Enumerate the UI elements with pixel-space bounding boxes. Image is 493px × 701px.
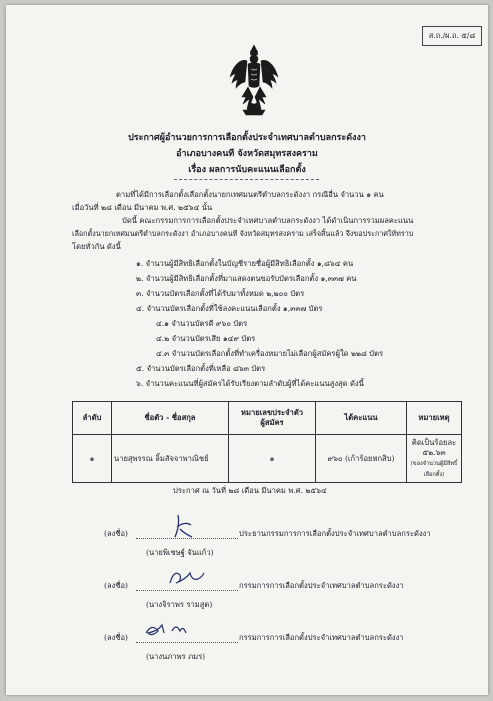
list-item-4: ๔. จำนวนบัตรเลือกตั้งที่ใช้ลงคะแนนเลือกตั้ง ๑,๓๓๗ บัตร <box>136 304 323 313</box>
col-order-header: ลำดับ <box>73 402 112 435</box>
signature-1-role: ประธานกรรมการการเลือกตั้งประจำเทศบาลตำบลกระดังงา <box>239 529 431 538</box>
signature-2-handwriting <box>164 565 206 591</box>
col-number-header <box>229 402 316 435</box>
document-page <box>6 5 488 695</box>
signature-2-line <box>136 590 238 591</box>
announcement-date: ประกาศ ณ วันที่ ๒๘ เดือน มีนาคม พ.ศ. ๒๕๖๔ <box>173 486 327 495</box>
col-note-header: หมายเหตุ <box>407 402 462 435</box>
header-title-line1: ประกาศผู้อำนวยการการเลือกตั้งประจำเทศบาลตำบลกระดังงา <box>128 133 366 143</box>
para1-line1: ตามที่ได้มีการเลือกตั้งเลือกตั้งนายกเทศมนตรีตำบลกระดังงา กรณีอื่น จำนวน ๑ คน <box>116 190 384 199</box>
list-item-2: ๒. จำนวนผู้มีสิทธิเลือกตั้งที่มาแสดงตนขอรับบัตรเลือกตั้ง ๑,๓๓๗ คน <box>136 274 357 283</box>
col-name-header: ชื่อตัว - ชื่อสกุล <box>112 402 229 435</box>
col-number-header-line2: ผู้สมัคร <box>260 418 284 427</box>
signature-2-name: (นางจิราพร รามสูต) <box>146 600 213 609</box>
signature-2-role: กรรมการการเลือกตั้งประจำเทศบาลตำบลกระดังงา <box>239 581 404 590</box>
list-item-5: ๕. จำนวนบัตรเลือกตั้งที่เหลือ ๘๖๓ บัตร <box>136 364 266 373</box>
signature-3-role: กรรมการการเลือกตั้งประจำเทศบาลตำบลกระดังงา <box>239 633 404 642</box>
signature-3-line <box>136 642 238 643</box>
results-table <box>72 401 462 483</box>
header-subject: เรื่อง ผลการนับคะแนนเลือกตั้ง <box>188 165 306 175</box>
table-header-row <box>73 402 462 435</box>
cell-note <box>407 435 462 483</box>
para2-line2: เลือกตั้งนายกเทศมนตรีตำบลกระดังงา อำเภอบางคนที จังหวัดสมุทรสงคราม เสร็จสิ้นแล้ว จึงขอประกาศให้ทราบ <box>72 229 414 238</box>
note-percent-value: ๕๒.๖๓ <box>422 447 446 457</box>
col-score-header: ได้คะแนน <box>316 402 407 435</box>
header-divider <box>174 179 319 180</box>
cell-order: ๑ <box>73 435 112 483</box>
list-item-3: ๓. จำนวนบัตรเลือกตั้งที่ได้รับมาทั้งหมด ๒,๒๐๐ บัตร <box>136 289 305 298</box>
header-title-line2: อำเภอบางคนที จังหวัดสมุทรสงคราม <box>176 149 318 159</box>
note-percent-label: คิดเป็นร้อยละ <box>411 437 457 447</box>
table-row <box>73 435 462 483</box>
signature-1-line <box>136 538 238 539</box>
list-item-4-3: ๔.๓ จำนวนบัตรเลือกตั้งที่ทำเครื่องหมายไม่เลือกผู้สมัครผู้ใด ๒๒๘ บัตร <box>156 349 384 358</box>
list-item-4-1: ๔.๑ จำนวนบัตรดี ๙๖๐ บัตร <box>156 319 248 328</box>
cell-number: ๑ <box>229 435 316 483</box>
signature-1-name: (นายพิเชษฐ์ จันแก้ว) <box>146 548 214 557</box>
list-item-4-2: ๔.๒ จำนวนบัตรเสีย ๑๔๙ บัตร <box>156 334 256 343</box>
para2-line1: บัดนี้ คณะกรรมการการเลือกตั้งประจำเทศบาลตำบลกระดังงา ได้ดำเนินการรวมผลคะแนน <box>122 216 414 225</box>
list-item-6: ๖. จำนวนคะแนนที่ผู้สมัครได้รับเรียงตามลำดับผู้ที่ได้คะแนนสูงสุด ดังนี้ <box>136 379 364 388</box>
form-number-box: ส.ถ./ผ.ถ. ๕/๘ <box>422 26 482 46</box>
cell-name: นายสุพรรณ ลิ้มสัจจาพาณิชย์ <box>112 435 229 483</box>
para1-line2: เมื่อวันที่ ๒๘ เดือน มีนาคม พ.ศ. ๒๕๖๔ นั้น <box>72 203 213 212</box>
signature-2-label: (ลงชื่อ) <box>104 581 129 590</box>
signature-1-label: (ลงชื่อ) <box>104 529 129 538</box>
signature-3-label: (ลงชื่อ) <box>104 633 129 642</box>
para2-line3: โดยทั่วกัน ดังนี้ <box>72 242 121 251</box>
col-number-header-line1: หมายเลขประจำตัว <box>240 408 304 417</box>
list-item-1: ๑. จำนวนผู้มีสิทธิเลือกตั้งในบัญชีรายชื่อผู้มีสิทธิเลือกตั้ง ๑,๘๖๔ คน <box>136 259 354 268</box>
garuda-emblem-icon <box>227 43 281 119</box>
cell-score: ๙๖๐ (เก้าร้อยหกสิบ) <box>316 435 407 483</box>
signature-3-name: (นางนภาพร ภมร) <box>146 652 206 661</box>
note-percent-basis: (ของจำนวนผู้มีสิทธิ์เลือกตั้ง) <box>410 460 458 478</box>
signature-3-handwriting <box>142 619 194 643</box>
